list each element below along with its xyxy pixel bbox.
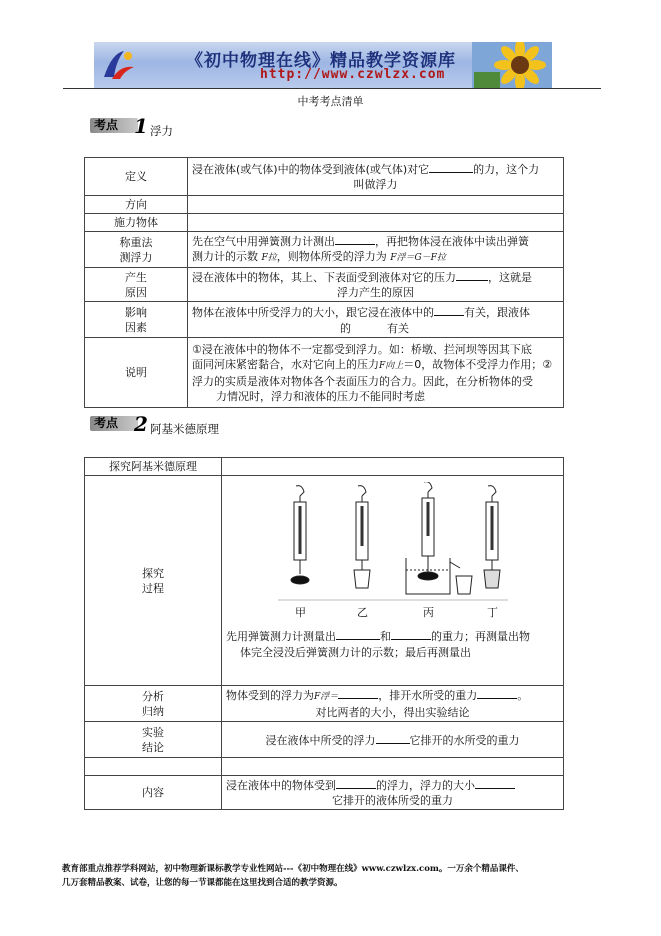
row-body-explore[interactable] — [222, 458, 564, 476]
note-symbol: F向上 — [379, 360, 404, 371]
section2-tag: 考点 — [90, 416, 138, 431]
row-body-conclusion — [222, 722, 564, 758]
page-footer — [62, 862, 602, 890]
section1-label: 浮力 — [150, 124, 173, 138]
page-title: 中考考点清单 — [297, 95, 364, 108]
small-bucket-icon — [484, 570, 500, 588]
row-head-cause — [85, 268, 188, 302]
row-head-explore: 探究阿基米德原理 — [85, 458, 222, 476]
site-banner — [94, 42, 552, 88]
conclusion-head-b: 结论 — [142, 740, 164, 754]
table-row — [85, 302, 564, 338]
experiment-figure — [268, 482, 518, 632]
row-head-definition: 定义 — [85, 158, 188, 196]
row-body-cause — [188, 268, 564, 302]
process-head-a: 探究 — [142, 566, 164, 580]
analysis-text-a: 物体受到的浮力为 — [226, 689, 314, 702]
factor-text-b: 有关，跟液体 — [464, 305, 530, 319]
row-body-empty[interactable] — [222, 758, 564, 776]
table-row — [85, 338, 564, 408]
conclusion-text-a: 浸在液体中所受的浮力 — [265, 733, 376, 747]
row-head-conclusion — [85, 722, 222, 758]
answer-blank[interactable] — [456, 269, 488, 281]
cause-text-c: 浮力产生的原因 — [337, 286, 414, 299]
definition-text-c: 叫做浮力 — [353, 178, 398, 191]
answer-blank[interactable] — [391, 628, 431, 640]
section2-marker — [90, 414, 152, 434]
factor-head-a: 影响 — [125, 305, 147, 319]
factor-text-c: 的 — [340, 321, 351, 335]
process-text-c: 的重力；再测量出物 — [431, 630, 530, 643]
header-rule — [63, 88, 601, 89]
note-text-a: ①浸在液体中的物体不一定都受到浮力。如：桥墩、拦河坝等因其下底 — [192, 342, 532, 356]
factor-head-b: 因素 — [125, 320, 147, 334]
row-body-direction[interactable] — [188, 196, 564, 214]
figure-label-jia: 甲 — [294, 606, 306, 619]
row-head-factor — [85, 302, 188, 338]
cause-text-b: ，这就是 — [488, 271, 532, 284]
row-head-empty — [85, 758, 222, 776]
definition-text-b: 的力，这个力 — [473, 163, 540, 176]
answer-blank[interactable] — [477, 687, 517, 699]
spring-scale-icon — [486, 486, 498, 570]
weigh-head-b: 测浮力 — [119, 250, 153, 264]
analysis-text-e: 对比两者的大小，得出实验结论 — [315, 706, 470, 719]
weigh-text-c: 测力计的示数 — [192, 250, 258, 263]
row-body-definition — [188, 158, 564, 196]
footer-line-2: 几万套精品教案、试卷，让您的每一节课都能在这里找到合适的教学资源。 — [62, 878, 343, 888]
note-text-f: 力情况时，浮力和液体的压力不能同时考虑 — [216, 389, 425, 403]
table-row — [85, 758, 564, 776]
note-text-d: ＝0，故物体不受浮力作用；② — [403, 357, 553, 371]
answer-blank[interactable] — [351, 320, 387, 332]
answer-blank[interactable] — [335, 233, 375, 245]
row-head-object: 施力物体 — [85, 214, 188, 232]
spring-scale-icon — [356, 486, 368, 570]
weigh-text-b: ，再把物体浸在液体中读出弹簧 — [375, 235, 529, 248]
weigh-text-a: 先在空气中用弹簧测力计测出 — [192, 235, 335, 248]
answer-blank[interactable] — [338, 687, 378, 699]
buoyancy-table — [84, 157, 564, 408]
row-body-object[interactable] — [188, 214, 564, 232]
row-body-note — [188, 338, 564, 408]
table-row — [85, 722, 564, 758]
answer-blank[interactable] — [336, 628, 380, 640]
sunflower-icon — [472, 42, 552, 88]
table-row — [85, 196, 564, 214]
answer-blank[interactable] — [376, 732, 410, 744]
process-text — [226, 628, 559, 660]
footer-line-1: 教育部重点推荐学科网站，初中物理新课标教学专业性网站---《初中物理在线》www.czwlzx.com。一万余个精品课件、 — [62, 864, 524, 874]
spring-scale-icon — [422, 482, 434, 572]
small-bucket-icon — [456, 576, 472, 594]
row-head-content: 内容 — [85, 776, 222, 810]
spring-scale-icon — [294, 486, 306, 574]
section1-marker — [90, 116, 152, 136]
row-head-analysis — [85, 686, 222, 722]
section1-tag: 考点 — [90, 118, 138, 133]
banner-url[interactable]: http://www.czwlzx.com — [260, 67, 446, 82]
figure-label-ding: 丁 — [486, 606, 498, 619]
object-icon — [291, 576, 309, 584]
section2-label: 阿基米德原理 — [150, 422, 219, 436]
archimedes-table — [84, 457, 564, 810]
content-text-a: 浸在液体中的物体受到 — [226, 779, 336, 792]
factor-text-a: 物体在液体中所受浮力的大小，跟它浸在液体中的 — [192, 305, 434, 319]
cause-head-b: 原因 — [125, 285, 147, 299]
analysis-head-b: 归纳 — [142, 704, 164, 718]
answer-blank[interactable] — [434, 304, 464, 316]
weigh-symbol: F拉 — [261, 253, 277, 263]
row-body-process — [222, 476, 564, 686]
definition-text-a: 浸在液体(或气体)中的物体受到液体(或气体)对它 — [192, 163, 430, 176]
process-head-b: 过程 — [142, 581, 164, 595]
content-text-c: 它排开的液体所受的重力 — [332, 794, 453, 807]
table-row — [85, 458, 564, 476]
answer-blank[interactable] — [336, 777, 376, 789]
table-row — [85, 214, 564, 232]
process-text-d: 体完全浸没后弹簧测力计的示数；最后再测量出 — [240, 646, 471, 659]
note-text-e: 浮力的实质是液体对物体各个表面压力的合力。因此，在分析物体的受 — [192, 374, 533, 388]
analysis-head-a: 分析 — [142, 689, 164, 703]
section2-number: 2 — [134, 412, 148, 436]
table-row — [85, 158, 564, 196]
site-logo-icon — [98, 47, 138, 83]
conclusion-head-a: 实验 — [142, 725, 164, 739]
row-body-content — [222, 776, 564, 810]
weigh-formula: F浮＝G－F拉 — [390, 253, 446, 263]
answer-blank[interactable] — [429, 161, 473, 173]
weigh-head-a: 称重法 — [119, 235, 153, 249]
row-head-process — [85, 476, 222, 686]
banner-title: 《初中物理在线》精品教学资源库 — [186, 51, 456, 71]
factor-text-d: 有关 — [387, 321, 409, 335]
row-head-direction: 方向 — [85, 196, 188, 214]
answer-blank[interactable] — [475, 777, 515, 789]
row-body-weigh — [188, 232, 564, 268]
analysis-text-c: ，排开水所受的重力 — [378, 689, 478, 702]
row-body-factor — [188, 302, 564, 338]
table-row — [85, 476, 564, 686]
table-row — [85, 686, 564, 722]
conclusion-text-b: 它排开的水所受的重力 — [409, 733, 520, 747]
table-row — [85, 232, 564, 268]
analysis-text-d: 。 — [517, 689, 529, 702]
cause-head-a: 产生 — [125, 270, 147, 284]
small-bucket-icon — [354, 570, 370, 588]
section1-number: 1 — [134, 114, 148, 138]
weigh-text-e: ，则物体所受的浮力为 — [276, 250, 387, 263]
row-head-weigh — [85, 232, 188, 268]
figure-label-bing: 丙 — [422, 606, 434, 619]
cause-text-a: 浸在液体中的物体，其上、下表面受到液体对它的压力 — [192, 271, 456, 284]
figure-label-yi: 乙 — [356, 606, 368, 619]
row-head-note: 说明 — [85, 338, 188, 408]
analysis-symbol: F浮＝ — [314, 692, 339, 702]
row-body-analysis — [222, 686, 564, 722]
table-row — [85, 776, 564, 810]
process-text-b: 和 — [380, 630, 391, 643]
process-text-a: 先用弹簧测力计测量出 — [226, 630, 336, 643]
content-text-b: 的浮力，浮力的大小 — [376, 779, 475, 792]
table-row — [85, 268, 564, 302]
note-text-b: 面同河床紧密黏合，水对它向上的压力 — [192, 357, 379, 371]
